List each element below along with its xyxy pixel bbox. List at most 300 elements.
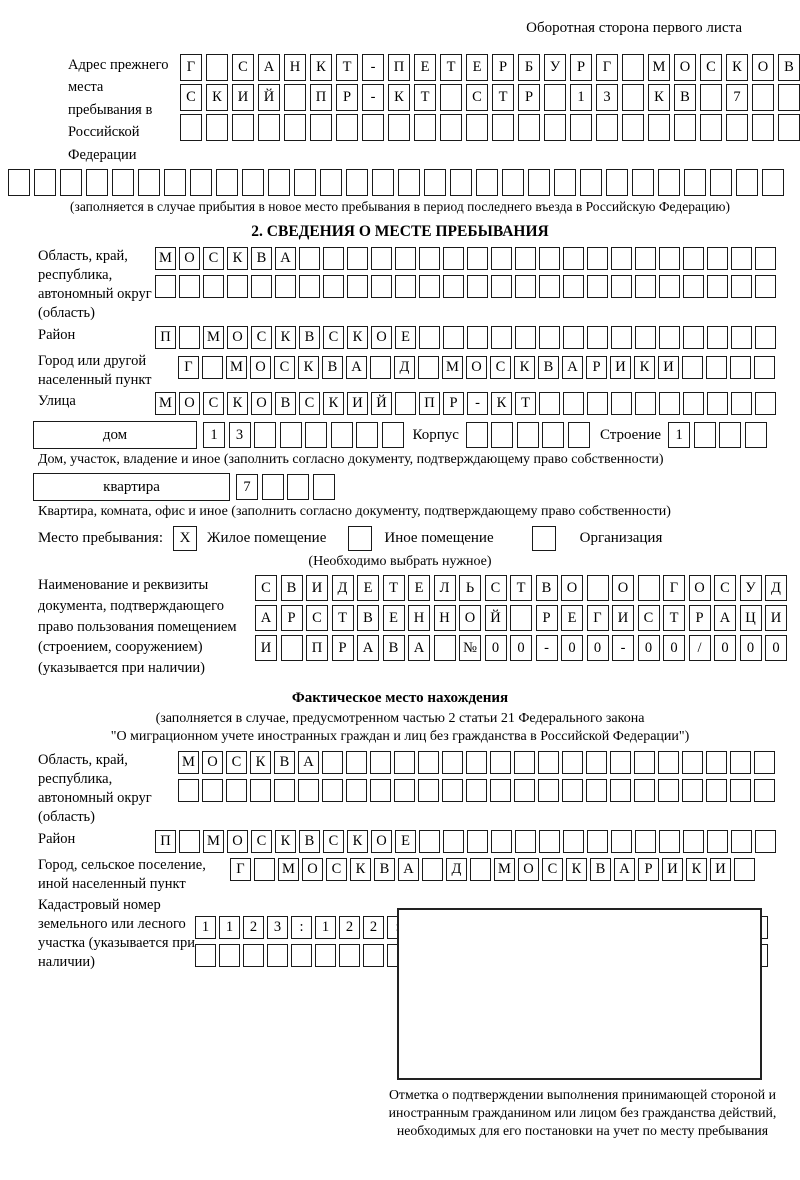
mesto-label: Место пребывания: — [38, 530, 163, 547]
char-cell: 2 — [243, 916, 264, 939]
char-cell — [299, 247, 320, 270]
char-cell — [414, 114, 436, 141]
char-cell — [476, 169, 498, 196]
char-cell — [419, 830, 440, 853]
char-cell — [363, 944, 384, 967]
char-cell — [370, 779, 391, 802]
char-cell: К — [514, 356, 535, 379]
char-cell: К — [275, 830, 296, 853]
char-cell — [710, 169, 732, 196]
char-cell — [251, 275, 272, 298]
char-cell — [683, 275, 704, 298]
char-cell: Г — [587, 605, 609, 631]
char-cell: 1 — [195, 916, 216, 939]
char-cell — [370, 356, 391, 379]
char-cell: 0 — [714, 635, 736, 661]
char-cell: О — [689, 575, 711, 601]
char-cell: О — [561, 575, 583, 601]
char-cell — [544, 114, 566, 141]
char-cell: А — [614, 858, 635, 881]
char-cell: : — [291, 916, 312, 939]
char-cell — [331, 422, 353, 448]
char-cell: С — [542, 858, 563, 881]
char-cell: 7 — [726, 84, 748, 111]
char-cell: Д — [446, 858, 467, 881]
char-cell — [254, 422, 276, 448]
char-cell: Т — [492, 84, 514, 111]
char-cell: К — [347, 830, 368, 853]
char-cell: 3 — [596, 84, 618, 111]
char-cell — [707, 275, 728, 298]
char-cell: Р — [586, 356, 607, 379]
char-cell — [515, 275, 536, 298]
char-cell: В — [357, 605, 379, 631]
char-cell — [323, 275, 344, 298]
char-cell — [694, 422, 716, 448]
char-cell: 0 — [765, 635, 787, 661]
char-cell — [610, 751, 631, 774]
char-cell: О — [302, 858, 323, 881]
char-cell — [539, 392, 560, 415]
char-cell — [491, 830, 512, 853]
char-cell: М — [442, 356, 463, 379]
char-cell: Ь — [459, 575, 481, 601]
char-cell: М — [226, 356, 247, 379]
char-cell — [442, 751, 463, 774]
char-cell: П — [155, 326, 176, 349]
char-cell: О — [371, 326, 392, 349]
gorod-cells — [178, 356, 775, 379]
actual-note-1: (заполняется в случае, предусмотренном частью 2 статьи 21 Федерального закона — [155, 711, 645, 727]
char-cell: В — [374, 858, 395, 881]
char-cell — [648, 114, 670, 141]
char-cell: В — [536, 575, 558, 601]
char-cell — [622, 114, 644, 141]
actual-raion-row — [38, 830, 800, 853]
char-cell — [466, 779, 487, 802]
char-cell — [371, 275, 392, 298]
char-cell — [706, 356, 727, 379]
char-cell — [299, 275, 320, 298]
char-cell — [755, 275, 776, 298]
char-cell — [262, 474, 284, 500]
char-cell — [611, 326, 632, 349]
char-cell — [388, 114, 410, 141]
char-cell: П — [155, 830, 176, 853]
char-cell: Р — [492, 54, 514, 81]
char-cell — [370, 751, 391, 774]
char-cell: О — [179, 247, 200, 270]
mesto-option-org-label: Организация — [579, 530, 663, 547]
char-cell: Г — [178, 356, 199, 379]
char-cell — [517, 422, 539, 448]
char-cell: О — [371, 830, 392, 853]
doc-cells-row-2 — [255, 605, 787, 631]
char-cell — [180, 114, 202, 141]
char-cell — [268, 169, 290, 196]
actual-oblast-row — [38, 751, 800, 826]
char-cell: О — [459, 605, 481, 631]
char-cell: В — [299, 830, 320, 853]
char-cell — [202, 356, 223, 379]
char-cell — [587, 275, 608, 298]
char-cell — [706, 751, 727, 774]
char-cell: В — [590, 858, 611, 881]
char-cell — [226, 779, 247, 802]
char-cell: К — [250, 751, 271, 774]
char-cell — [731, 247, 752, 270]
char-cell — [442, 779, 463, 802]
char-cell: К — [275, 326, 296, 349]
char-cell — [280, 422, 302, 448]
char-cell — [752, 84, 774, 111]
char-cell: А — [298, 751, 319, 774]
char-cell — [206, 54, 228, 81]
char-cell: Т — [663, 605, 685, 631]
char-cell: Р — [689, 605, 711, 631]
char-cell: К — [634, 356, 655, 379]
char-cell: П — [388, 54, 410, 81]
char-cell — [382, 422, 404, 448]
char-cell: К — [347, 326, 368, 349]
char-cell — [731, 326, 752, 349]
char-cell — [467, 275, 488, 298]
char-cell — [762, 169, 784, 196]
char-cell — [622, 54, 644, 81]
char-cell: / — [689, 635, 711, 661]
char-cell — [227, 275, 248, 298]
char-cell — [275, 275, 296, 298]
char-cell: Г — [230, 858, 251, 881]
char-cell — [164, 169, 186, 196]
char-cell — [274, 779, 295, 802]
char-cell — [284, 114, 306, 141]
char-cell: Т — [510, 575, 532, 601]
char-cell: Е — [395, 830, 416, 853]
stamp-note: Отметка о подтверждении выполнения принимающей стороной и иностранным гражданином или лицом без гражданства действий, необходимых для его постановки на учет по месту пребывания — [388, 1087, 777, 1139]
char-cell — [587, 392, 608, 415]
char-cell: Г — [663, 575, 685, 601]
actual-raion-label: Район — [38, 830, 76, 847]
ulitsa-row — [38, 392, 800, 415]
char-cell: Р — [570, 54, 592, 81]
char-cell — [138, 169, 160, 196]
char-cell: 0 — [740, 635, 762, 661]
doc-row — [38, 575, 800, 678]
char-cell — [8, 169, 30, 196]
char-cell: С — [323, 830, 344, 853]
char-cell: М — [494, 858, 515, 881]
char-cell — [719, 422, 741, 448]
char-cell: И — [612, 605, 634, 631]
oblast-cells-row-2 — [155, 275, 776, 298]
char-cell — [470, 858, 491, 881]
char-cell: С — [306, 605, 328, 631]
char-cell: С — [274, 356, 295, 379]
char-cell — [490, 779, 511, 802]
char-cell: Н — [284, 54, 306, 81]
char-cell — [539, 275, 560, 298]
char-cell — [395, 275, 416, 298]
prev-address-note: (заполняется в случае прибытия в новое место пребывания в период последнего въезда в Российскую Федерацию) — [69, 199, 731, 215]
char-cell: 0 — [587, 635, 609, 661]
char-cell — [418, 356, 439, 379]
char-cell: С — [203, 392, 224, 415]
char-cell — [707, 326, 728, 349]
char-cell — [491, 247, 512, 270]
char-cell — [635, 275, 656, 298]
char-cell: К — [298, 356, 319, 379]
dom-note: Дом, участок, владение и иное (заполнить согласно документу, подтверждающему право собственности) — [38, 452, 664, 468]
korpus-label: Корпус — [412, 426, 459, 443]
char-cell — [242, 169, 264, 196]
char-cell — [544, 84, 566, 111]
dom-box-label: дом — [33, 421, 197, 449]
actual-location-title: Фактическое место нахождения — [291, 690, 509, 707]
char-cell: Л — [434, 575, 456, 601]
char-cell — [195, 944, 216, 967]
char-cell — [638, 575, 660, 601]
char-cell: И — [306, 575, 328, 601]
char-cell — [563, 830, 584, 853]
char-cell: 1 — [570, 84, 592, 111]
char-cell — [514, 779, 535, 802]
char-cell — [216, 169, 238, 196]
char-cell: С — [700, 54, 722, 81]
char-cell: 0 — [663, 635, 685, 661]
char-cell — [562, 779, 583, 802]
char-cell: И — [610, 356, 631, 379]
mesto-checkbox-org — [532, 526, 556, 551]
char-cell — [734, 858, 755, 881]
actual-raion-cells — [155, 830, 776, 853]
char-cell — [206, 114, 228, 141]
char-cell: Р — [281, 605, 303, 631]
char-cell — [466, 751, 487, 774]
kvartira-row — [33, 473, 800, 501]
doc-cells-row-1 — [255, 575, 787, 601]
char-cell — [683, 392, 704, 415]
char-cell — [254, 858, 275, 881]
char-cell — [658, 169, 680, 196]
char-cell: О — [227, 830, 248, 853]
char-cell — [606, 169, 628, 196]
char-cell — [778, 84, 800, 111]
actual-oblast-label: Область, край, республика, автономный округ (область) — [38, 752, 152, 825]
char-cell: 1 — [203, 422, 225, 448]
char-cell — [538, 779, 559, 802]
char-cell: В — [275, 392, 296, 415]
char-cell — [538, 751, 559, 774]
char-cell: С — [638, 605, 660, 631]
char-cell: О — [202, 751, 223, 774]
choose-note: (Необходимо выбрать нужное) — [308, 554, 492, 570]
dom-row — [33, 421, 800, 449]
prev-address-row-2 — [180, 84, 800, 111]
char-cell: 1 — [219, 916, 240, 939]
char-cell — [635, 830, 656, 853]
char-cell — [539, 830, 560, 853]
char-cell: Т — [440, 54, 462, 81]
char-cell: О — [518, 858, 539, 881]
char-cell — [562, 751, 583, 774]
char-cell — [563, 275, 584, 298]
char-cell — [515, 830, 536, 853]
char-cell — [587, 575, 609, 601]
char-cell — [60, 169, 82, 196]
char-cell: С — [251, 830, 272, 853]
char-cell: К — [227, 247, 248, 270]
char-cell: В — [778, 54, 800, 81]
prev-address-label: Адрес прежнего места пребывания в Российской Федерации — [68, 57, 169, 163]
char-cell — [346, 751, 367, 774]
char-cell: 7 — [236, 474, 258, 500]
char-cell — [394, 779, 415, 802]
char-cell — [418, 779, 439, 802]
mesto-option-inoe-label: Иное помещение — [384, 530, 494, 547]
char-cell: И — [765, 605, 787, 631]
char-cell: 1 — [315, 916, 336, 939]
char-cell — [563, 247, 584, 270]
char-cell — [731, 830, 752, 853]
char-cell — [467, 326, 488, 349]
mesto-prebyvaniya-row — [38, 526, 800, 551]
char-cell: 2 — [363, 916, 384, 939]
char-cell: К — [323, 392, 344, 415]
char-cell — [731, 275, 752, 298]
char-cell: В — [674, 84, 696, 111]
char-cell — [190, 169, 212, 196]
raion-cells — [155, 326, 776, 349]
char-cell — [659, 275, 680, 298]
char-cell: Е — [408, 575, 430, 601]
char-cell — [424, 169, 446, 196]
char-cell: 0 — [510, 635, 532, 661]
char-cell — [419, 275, 440, 298]
char-cell — [622, 84, 644, 111]
char-cell: Р — [518, 84, 540, 111]
char-cell — [310, 114, 332, 141]
doc-cells-row-3 — [255, 635, 787, 661]
char-cell: Р — [332, 635, 354, 661]
char-cell — [596, 114, 618, 141]
char-cell: А — [357, 635, 379, 661]
char-cell: 0 — [638, 635, 660, 661]
char-cell: О — [250, 356, 271, 379]
char-cell — [281, 635, 303, 661]
char-cell — [611, 830, 632, 853]
kvartira-note: Квартира, комната, офис и иное (заполнить согласно документу, подтверждающему право собственности) — [38, 504, 671, 520]
char-cell — [443, 830, 464, 853]
prev-address-row-4 — [8, 169, 800, 196]
char-cell — [658, 751, 679, 774]
char-cell: К — [227, 392, 248, 415]
char-cell: К — [648, 84, 670, 111]
char-cell — [219, 944, 240, 967]
char-cell — [347, 247, 368, 270]
char-cell: Р — [443, 392, 464, 415]
char-cell — [418, 751, 439, 774]
char-cell — [752, 114, 774, 141]
char-cell — [755, 326, 776, 349]
char-cell — [510, 605, 532, 631]
char-cell — [611, 392, 632, 415]
char-cell: С — [299, 392, 320, 415]
char-cell — [754, 356, 775, 379]
prev-address-row-1 — [180, 54, 800, 81]
char-cell — [570, 114, 592, 141]
char-cell: М — [648, 54, 670, 81]
char-cell: В — [299, 326, 320, 349]
char-cell — [347, 275, 368, 298]
kvartira-cells — [236, 474, 335, 500]
char-cell — [419, 326, 440, 349]
char-cell: А — [258, 54, 280, 81]
char-cell: М — [155, 392, 176, 415]
kvartira-box-label: квартира — [33, 473, 230, 501]
char-cell — [682, 779, 703, 802]
char-cell: - — [467, 392, 488, 415]
char-cell — [362, 114, 384, 141]
char-cell — [450, 169, 472, 196]
char-cell — [443, 247, 464, 270]
char-cell — [563, 326, 584, 349]
char-cell — [683, 326, 704, 349]
oblast-row — [38, 247, 800, 322]
char-cell — [518, 114, 540, 141]
char-cell: С — [203, 247, 224, 270]
char-cell — [232, 114, 254, 141]
char-cell — [542, 422, 564, 448]
char-cell — [563, 392, 584, 415]
char-cell — [754, 779, 775, 802]
char-cell — [736, 169, 758, 196]
kadastr-label: Кадастровый номер земельного или лесного участка (указывается при наличии) — [38, 897, 195, 970]
char-cell — [632, 169, 654, 196]
char-cell: М — [203, 326, 224, 349]
char-cell: Т — [383, 575, 405, 601]
char-cell — [298, 779, 319, 802]
char-cell — [322, 751, 343, 774]
char-cell — [634, 751, 655, 774]
char-cell — [707, 830, 728, 853]
char-cell: И — [710, 858, 731, 881]
char-cell: О — [674, 54, 696, 81]
stroenie-label: Строение — [599, 426, 662, 443]
char-cell: А — [275, 247, 296, 270]
char-cell — [34, 169, 56, 196]
char-cell: Г — [596, 54, 618, 81]
ulitsa-label: Улица — [38, 393, 76, 410]
char-cell: Н — [408, 605, 430, 631]
char-cell — [674, 114, 696, 141]
char-cell — [243, 944, 264, 967]
dom-cells — [203, 422, 404, 448]
char-cell: В — [274, 751, 295, 774]
char-cell — [682, 356, 703, 379]
char-cell — [305, 422, 327, 448]
mesto-checkbox-inoe — [348, 526, 372, 551]
raion-label: Район — [38, 326, 76, 343]
char-cell — [258, 114, 280, 141]
char-cell: Д — [332, 575, 354, 601]
char-cell: П — [419, 392, 440, 415]
korpus-cells — [466, 422, 590, 448]
char-cell: М — [178, 751, 199, 774]
char-cell — [179, 326, 200, 349]
char-cell: О — [612, 575, 634, 601]
char-cell: Т — [515, 392, 536, 415]
